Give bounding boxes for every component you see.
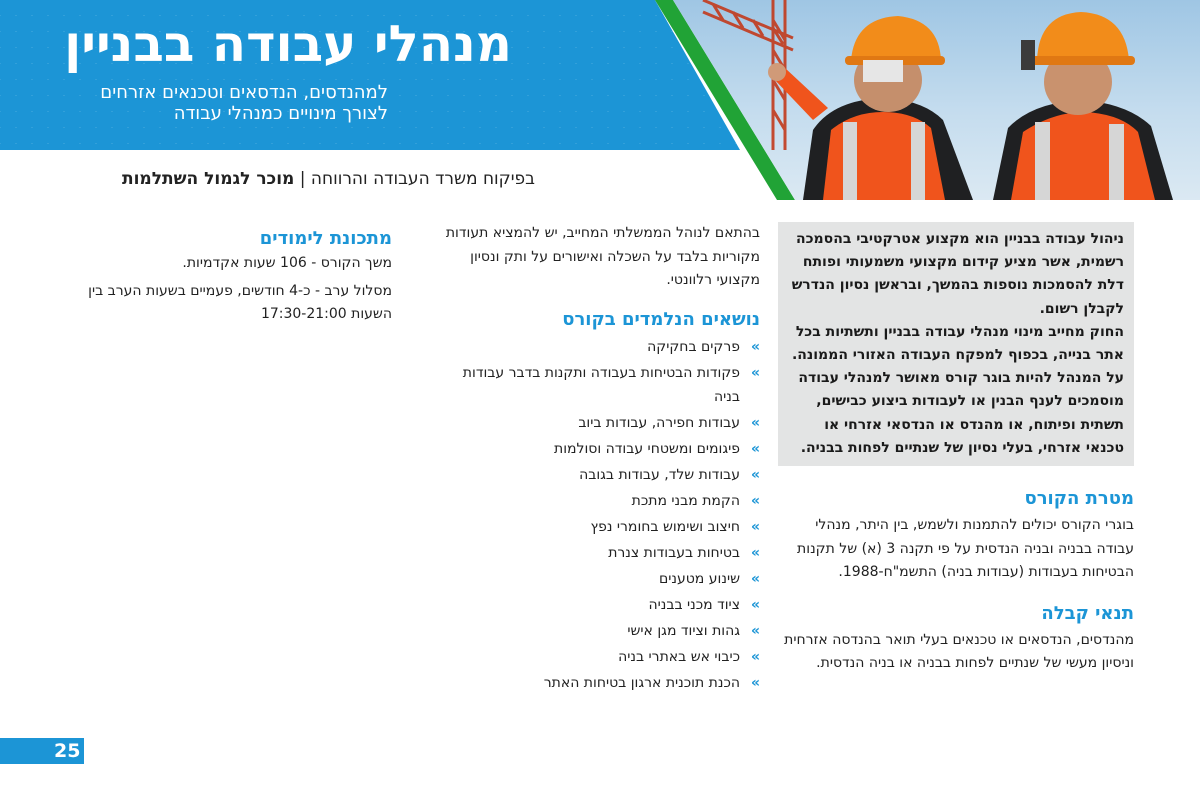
bullet-icon: » bbox=[750, 467, 760, 483]
topic-label: גהות וציוד מגן אישי bbox=[627, 623, 740, 639]
intro-box bbox=[778, 222, 1134, 466]
topic-label: ציוד מכני בבניה bbox=[648, 597, 740, 613]
topic-label: עבודות חפירה, עבודות ביוב bbox=[578, 415, 740, 431]
page-number: 25 bbox=[0, 738, 84, 764]
intro-paragraph-1: ניהול עבודה בבניין הוא מקצוע אטרקטיבי בהסמכה רשמית, אשר מציע קידום מקצועי משמעותי ופותח דלת להסמכות נוספות בהמשך, ובראשן נסיון הנדרש לקבלן רשום. bbox=[791, 231, 1124, 317]
recognition-text: מוכר לגמול השתלמות bbox=[121, 169, 295, 189]
left-column bbox=[48, 226, 392, 327]
curriculum-track: מסלול ערב - כ-4 חודשים, פעמיים בשעות הערב בין השעות 17:30-21:00 bbox=[88, 282, 392, 322]
topic-label: הכנת תוכנית ארגון בטיחות האתר bbox=[543, 675, 740, 691]
bullet-icon: » bbox=[750, 493, 760, 509]
supervision-line bbox=[122, 167, 535, 191]
topic-label: פרקים בחקיקה bbox=[647, 338, 740, 355]
topic-label: הקמת מבני מתכת bbox=[631, 493, 740, 509]
worker-right bbox=[993, 12, 1173, 200]
topic-item bbox=[435, 489, 760, 514]
middle-column bbox=[435, 222, 760, 697]
bullet-icon: » bbox=[750, 519, 760, 535]
topic-item bbox=[435, 619, 760, 644]
goal-title: מטרת הקורס bbox=[1024, 488, 1134, 510]
topic-label: בטיחות בעבודות צנרת bbox=[608, 545, 740, 561]
topic-item bbox=[435, 567, 760, 592]
topic-item bbox=[435, 593, 760, 618]
topic-label: כיבוי אש באתרי בניה bbox=[618, 649, 740, 665]
bullet-icon: » bbox=[750, 597, 760, 613]
regulation-text: בהתאם לנוהל הממשלתי המחייב, יש להמציא תעודות מקוריות בלבד על השכלה ואישורים על ותק ונסיון מקצועי רלוונטי. bbox=[445, 225, 760, 288]
workers-illustration bbox=[673, 0, 1200, 200]
intro-paragraph-2: החוק מחייב מינוי מנהלי עבודה בבניין ותשתיות בכל אתר בנייה, בכפוף למפקח העבודה האזורי הממונה. על המנהל להיות בוגר קורס מאושר למנהלי עבודה מוסמכים לענף הבנין או לעבודות ביצוע כבישים, תשתית ופיתוח, או מהנדס או הנדסאי אזרחי או טכנאי אזרחי, בעלי נסיון של שנתיים לפחות בבניה. bbox=[791, 323, 1124, 456]
curriculum-duration: משך הקורס - 106 שעות אקדמיות. bbox=[182, 255, 392, 271]
admission-title: תנאי קבלה bbox=[1041, 602, 1134, 624]
topic-label: עבודות שלד, עבודות בגובה bbox=[579, 467, 740, 483]
page-subtitle bbox=[100, 82, 388, 124]
admission-text: מהנדסים, הנדסאים או טכנאים בעלי תואר בהנדסה אזרחית וניסיון מעשי של שנתיים לפחות בבניה או בניה הנדסית. bbox=[784, 631, 1134, 672]
topic-label: פיגומים ומשטחי עבודה וסולמות bbox=[554, 441, 740, 457]
bullet-icon: » bbox=[750, 364, 760, 381]
bullet-icon: » bbox=[750, 675, 760, 691]
topic-item bbox=[435, 645, 760, 670]
topic-item bbox=[435, 411, 760, 436]
construction-workers-photo bbox=[673, 0, 1200, 200]
topics-title: נושאים הנלמדים בקורס bbox=[562, 308, 760, 330]
subtitle-line-2: לצורך מינויים כמנהלי עבודה bbox=[173, 103, 388, 124]
bullet-icon: » bbox=[750, 545, 760, 561]
right-column bbox=[778, 222, 1134, 676]
topic-item bbox=[435, 361, 760, 410]
topic-item bbox=[435, 463, 760, 488]
bullet-icon: » bbox=[750, 441, 760, 457]
goal-text: בוגרי הקורס יכולים להתמנות ולשמש, בין היתר, מנהלי עבודה בבניה ובניה הנדסית על פי תקנה 3 (א) של תקנות הבטיחות בעבודות (עבודות בניה) התשמ"ח-1988. bbox=[797, 517, 1134, 581]
bullet-icon: » bbox=[750, 571, 760, 587]
curriculum-title: מתכונת לימודים bbox=[259, 228, 392, 249]
topics-list bbox=[435, 335, 760, 696]
topic-item bbox=[435, 541, 760, 566]
topic-item bbox=[435, 515, 760, 540]
bullet-icon: » bbox=[750, 338, 760, 355]
bullet-icon: » bbox=[750, 649, 760, 665]
bullet-icon: » bbox=[750, 623, 760, 639]
supervision-text: בפיקוח משרד העבודה והרווחה | bbox=[294, 169, 535, 189]
worker-left bbox=[768, 16, 973, 200]
topic-label: חיצוב ושימוש בחומרי נפץ bbox=[590, 519, 740, 535]
page-title: מנהלי עבודה בבניין bbox=[64, 15, 512, 73]
topic-item bbox=[435, 671, 760, 696]
topic-item bbox=[435, 437, 760, 462]
topic-label: פקודות הבטיחות בעבודה ותקנות בדבר עבודות בניה bbox=[462, 364, 740, 405]
subtitle-line-1: למהנדסים, הנדסאים וטכנאים אזרחים bbox=[100, 82, 388, 103]
topic-label: שינוע מטענים bbox=[658, 571, 740, 587]
bullet-icon: » bbox=[750, 415, 760, 431]
topic-item bbox=[435, 335, 760, 360]
